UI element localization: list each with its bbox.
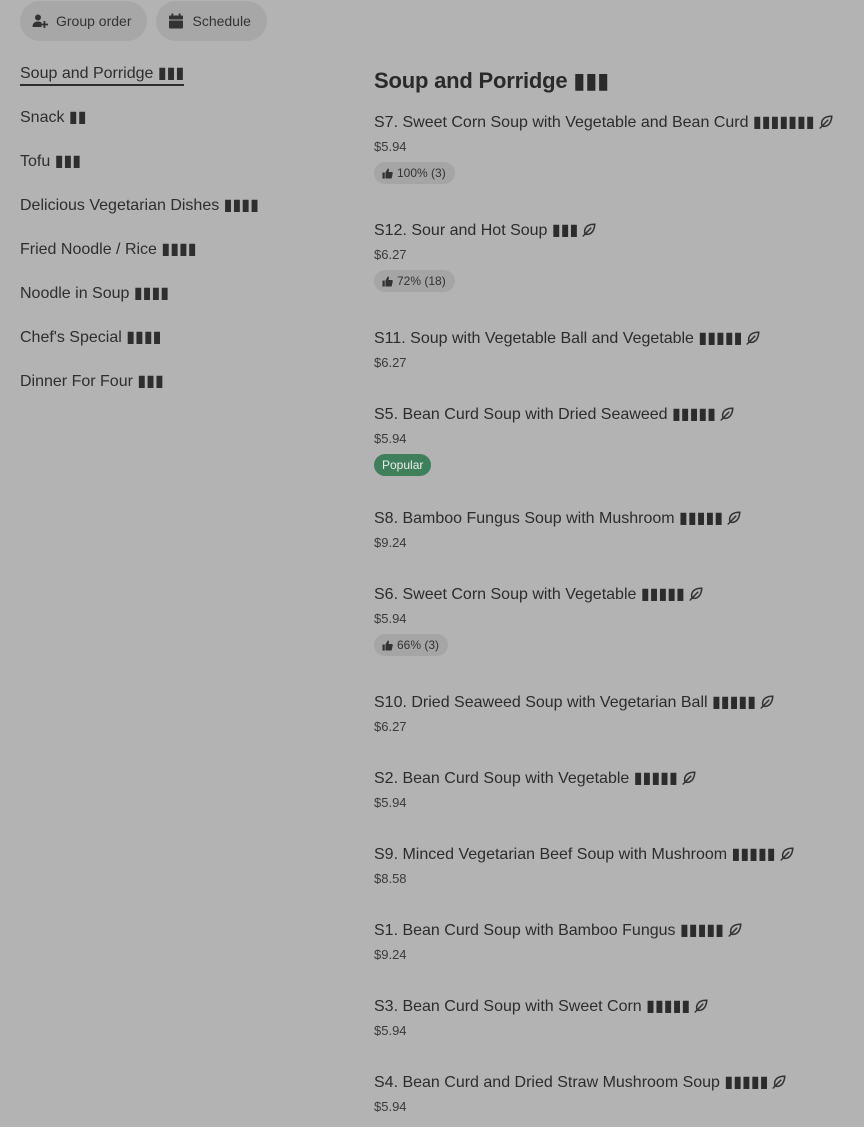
menu-item[interactable] <box>374 996 708 1038</box>
leaf-icon <box>780 847 794 861</box>
menu-item-price: $9.24 <box>374 535 407 550</box>
thumbs-up-icon <box>382 276 393 287</box>
menu-item-name: S2. Bean Curd Soup with Vegetable ▮▮▮▮▮ <box>374 770 678 787</box>
menu-item[interactable] <box>374 220 596 292</box>
menu-item-price: $9.24 <box>374 947 407 962</box>
menu-item-name-row <box>374 508 741 528</box>
category-sidebar <box>20 64 340 416</box>
menu-item-price: $6.27 <box>374 247 407 262</box>
menu-item-name-row <box>374 584 703 604</box>
menu-item-price: $5.94 <box>374 139 407 154</box>
menu-item-name: S12. Sour and Hot Soup ▮▮▮ <box>374 222 579 239</box>
menu-item-price: $6.27 <box>374 355 407 370</box>
menu-item-name: S7. Sweet Corn Soup with Vegetable and Bean Curd ▮▮▮▮▮▮▮ <box>374 114 815 131</box>
popular-badge: Popular <box>374 454 431 476</box>
thumbs-up-icon <box>382 640 393 651</box>
menu-item-price: $5.94 <box>374 1023 407 1038</box>
menu-item-price: $6.27 <box>374 719 407 734</box>
rating-text: 66% (3) <box>397 638 440 652</box>
menu-item[interactable] <box>374 920 742 962</box>
rating-badge <box>374 634 448 656</box>
menu-item-name-row <box>374 692 774 712</box>
menu-item[interactable] <box>374 328 760 370</box>
menu-item-price: $5.94 <box>374 1099 407 1114</box>
menu-item[interactable] <box>374 692 774 734</box>
section-title: Soup and Porridge ▮▮▮ <box>374 68 610 93</box>
menu-item-name: S9. Minced Vegetarian Beef Soup with Mushroom ▮▮▮▮▮ <box>374 846 776 863</box>
menu-item[interactable] <box>374 508 741 550</box>
leaf-icon <box>746 331 760 345</box>
category-soup-and-porridge[interactable] <box>20 64 340 108</box>
category-dinner-for-four[interactable] <box>20 372 340 416</box>
category-snack[interactable] <box>20 108 340 152</box>
menu-item-price: $8.58 <box>374 871 407 886</box>
leaf-icon <box>760 695 774 709</box>
schedule-label: Schedule <box>192 13 251 29</box>
menu-item-price: $5.94 <box>374 431 407 446</box>
category-label: Soup and Porridge ▮▮▮ <box>20 65 184 86</box>
category-chefs-special[interactable] <box>20 328 340 372</box>
category-label: Tofu ▮▮▮ <box>20 153 82 170</box>
thumbs-up-icon <box>382 168 393 179</box>
menu-item-name-row <box>374 112 833 132</box>
category-label: Dinner For Four ▮▮▮ <box>20 373 164 390</box>
group-order-button[interactable] <box>20 1 147 41</box>
menu-item[interactable] <box>374 404 734 476</box>
menu-item-name-row <box>374 768 696 788</box>
leaf-icon <box>689 587 703 601</box>
menu-item-name-row <box>374 328 760 348</box>
rating-badge <box>374 162 455 184</box>
leaf-icon <box>694 999 708 1013</box>
menu-item-price: $5.94 <box>374 795 407 810</box>
leaf-icon <box>720 407 734 421</box>
category-label: Snack ▮▮ <box>20 109 87 126</box>
category-fried-noodle-rice[interactable] <box>20 240 340 284</box>
menu-item-name-row <box>374 996 708 1016</box>
menu-section <box>374 64 854 1114</box>
menu-item[interactable] <box>374 112 833 184</box>
leaf-icon <box>728 923 742 937</box>
category-label: Chef's Special ▮▮▮▮ <box>20 329 162 346</box>
category-delicious-vegetarian-dishes[interactable] <box>20 196 340 240</box>
leaf-icon <box>819 115 833 129</box>
menu-item-name-row <box>374 220 596 240</box>
toolbar <box>20 1 267 41</box>
menu-item-name: S4. Bean Curd and Dried Straw Mushroom Soup ▮▮▮▮▮ <box>374 1074 769 1091</box>
menu-item-name-row <box>374 404 734 424</box>
person-add-icon <box>32 13 48 29</box>
menu-item-name: S11. Soup with Vegetable Ball and Vegetable ▮▮▮▮▮ <box>374 330 743 347</box>
schedule-button[interactable] <box>156 1 266 41</box>
menu-item-name: S5. Bean Curd Soup with Dried Seaweed ▮▮▮▮▮ <box>374 406 716 423</box>
menu-item[interactable] <box>374 844 794 886</box>
menu-item[interactable] <box>374 768 696 810</box>
rating-text: 72% (18) <box>397 274 446 288</box>
category-label: Fried Noodle / Rice ▮▮▮▮ <box>20 241 197 258</box>
menu-item-name: S10. Dried Seaweed Soup with Vegetarian Ball ▮▮▮▮▮ <box>374 694 757 711</box>
menu-item-name-row <box>374 1072 786 1092</box>
leaf-icon <box>582 223 596 237</box>
menu-item-name: S1. Bean Curd Soup with Bamboo Fungus ▮▮▮▮▮ <box>374 922 724 939</box>
menu-item-name: S3. Bean Curd Soup with Sweet Corn ▮▮▮▮▮ <box>374 998 691 1015</box>
menu-item-name: S8. Bamboo Fungus Soup with Mushroom ▮▮▮▮▮ <box>374 510 724 527</box>
group-order-label: Group order <box>56 13 132 29</box>
category-noodle-in-soup[interactable] <box>20 284 340 328</box>
menu-item-name-row <box>374 920 742 940</box>
calendar-icon <box>168 13 184 29</box>
menu-item-price: $5.94 <box>374 611 407 626</box>
category-label: Noodle in Soup ▮▮▮▮ <box>20 285 170 302</box>
category-tofu[interactable] <box>20 152 340 196</box>
rating-badge <box>374 270 455 292</box>
leaf-icon <box>727 511 741 525</box>
menu-item[interactable] <box>374 584 703 656</box>
category-label: Delicious Vegetarian Dishes ▮▮▮▮ <box>20 197 259 214</box>
menu-item-name-row <box>374 844 794 864</box>
rating-text: 100% (3) <box>397 166 446 180</box>
menu-item[interactable] <box>374 1072 786 1114</box>
menu-item-name: S6. Sweet Corn Soup with Vegetable ▮▮▮▮▮ <box>374 586 685 603</box>
leaf-icon <box>682 771 696 785</box>
leaf-icon <box>772 1075 786 1089</box>
